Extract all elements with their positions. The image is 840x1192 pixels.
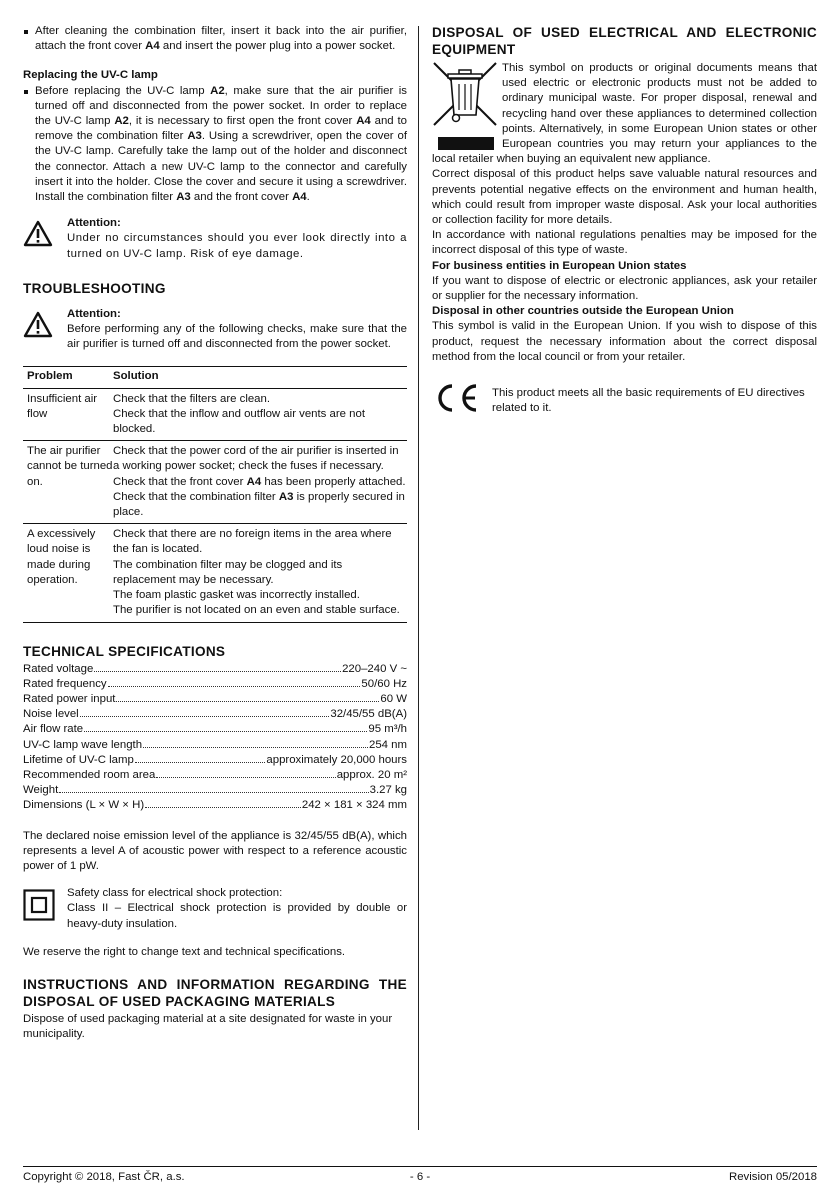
spec-row: Air flow rate 95 m³/h	[23, 723, 407, 736]
troubleshooting-table	[23, 366, 407, 622]
revision: Revision 05/2018	[728, 1171, 818, 1183]
disposal-heading: DISPOSAL OF USED ELECTRICAL AND ELECTRONIC EQUIPMENT	[432, 25, 817, 57]
ce-text: This product meets all the basic requirements of EU directives related to it.	[492, 387, 805, 415]
attention-text: Under no circumstances should you ever look directly into a turned on UV-C lamp. Risk of eye damage.	[67, 232, 407, 260]
attention-title: Attention:	[67, 307, 121, 320]
safety-class-line1: Safety class for electrical shock protection:	[67, 887, 283, 900]
attention-uvc	[23, 216, 407, 262]
table-row	[23, 441, 407, 524]
weee-text: This symbol on products or original documents means that used electric or electronic products must not be added to ordinary municipal waste. For proper disposal, renewal and recycling hand over these appliances to determined collection points. Alternatively, in some European Union states or other European countries you may return your appliances to the local retailer when buying an equivalent new appliance.	[432, 62, 817, 166]
safety-class-line2: Class II – Electrical shock protection is provided by double or heavy-duty insulation.	[67, 902, 407, 930]
page-footer	[23, 1166, 817, 1185]
page-number: - 6 -	[409, 1171, 431, 1183]
warning-icon	[23, 216, 67, 262]
uvc-bullet: Before replacing the UV-C lamp A2, make sure that the air purifier is turned off and disconnected from the power socket. In order to replace the UV-C lamp A2, it is necessary to first open the front cover A4 and to remove the combination filter A3. Using a screwdriver, open the cover of the UV-C lamp. Carefully take the lamp out of the holder and disconnect the connector. Attach a new UV-C lamp to the connector and carefully insert it into the holder. Close the cover and secure it using a screwdriver. Install the combination filter A3 and the front cover A4.	[23, 84, 407, 206]
copyright: Copyright © 2018, Fast ČR, a.s.	[23, 1171, 185, 1183]
penalties-text: In accordance with national regulations penalties may be imposed for the incorrect disposal of this type of waste.	[432, 229, 817, 257]
solution-cell	[113, 441, 407, 524]
solution-column-header: Solution	[113, 367, 407, 388]
attention-troubleshooting	[23, 307, 407, 353]
spec-row: Weight 3.27 kg	[23, 784, 407, 797]
left-column	[23, 24, 407, 1042]
right-column	[432, 24, 817, 418]
correct-disposal-text: Correct disposal of this product helps save valuable natural resources and prevents potential negative effects on the environment and human health, which could result from improper waste disposal. Ask your local authorities or collection facility for more details.	[432, 168, 817, 227]
attention-text: Before performing any of the following checks, make sure that the air purifier is turned off and disconnected from the power socket.	[67, 323, 407, 351]
weee-block	[432, 61, 817, 167]
solution-cell	[113, 524, 407, 622]
other-countries-heading: Disposal in other countries outside the European Union	[432, 305, 734, 318]
packaging-heading: INSTRUCTIONS AND INFORMATION REGARDING THE DISPOSAL OF USED PACKAGING MATERIALS	[23, 976, 407, 1009]
spec-row: Rated frequency 50/60 Hz	[23, 677, 407, 690]
cleaning-bullet: After cleaning the combination filter, insert it back into the air purifier, attach the front cover A4 and insert the power plug into a power socket.	[23, 24, 407, 54]
problem-cell: The air purifier cannot be turned on.	[23, 441, 113, 524]
column-divider	[418, 26, 419, 1130]
crossed-bin-icon	[432, 61, 500, 151]
solution-line: Check that the inflow and outflow air vents are not blocked.	[113, 407, 366, 436]
business-heading: For business entities in European Union states	[432, 259, 687, 272]
solution-line: Check that the filters are clean.	[113, 392, 271, 405]
specs-list	[23, 662, 407, 814]
problem-cell: A excessively loud noise is made during operation.	[23, 524, 113, 622]
solution-line: The purifier is not located on an even and stable surface.	[113, 604, 400, 617]
solution-line: Check that there are no foreign items in the area where the fan is located.	[113, 528, 392, 556]
solution-line: The combination filter may be clogged and its replacement may be necessary.	[113, 558, 343, 586]
ce-block	[432, 383, 817, 418]
solution-cell	[113, 388, 407, 441]
uvc-heading: Replacing the UV-C lamp	[23, 69, 158, 82]
noise-declaration: The declared noise emission level of the appliance is 32/45/55 dB(A), which represents a level A of acoustic power with respect to a reference acoustic power of 1 pW.	[23, 829, 407, 872]
spec-row: Rated voltage 220–240 V ~	[23, 662, 407, 675]
attention-title: Attention:	[67, 217, 121, 230]
problem-cell: Insufficient air flow	[23, 388, 113, 441]
spec-row: Rated power input 60 W	[23, 692, 407, 705]
problem-column-header: Problem	[23, 367, 113, 388]
class-ii-icon	[23, 886, 67, 932]
solution-line: Check that the front cover A4 has been properly attached.	[113, 475, 406, 488]
reserve-rights: We reserve the right to change text and technical specifications.	[23, 945, 346, 958]
table-header-row	[23, 367, 407, 388]
other-countries-text: This symbol is valid in the European Union. If you wish to dispose of this product, request the necessary information about the correct disposal method from the local council or from your retailer.	[432, 320, 817, 363]
solution-line: The foam plastic gasket was incorrectly installed.	[113, 589, 360, 602]
ce-mark-icon	[432, 383, 492, 418]
solution-line: Check that the power cord of the air purifier is inserted in a working power socket; check the fuses if necessary.	[113, 445, 399, 473]
solution-line: Check that the combination filter A3 is properly secured in place.	[113, 490, 405, 519]
table-row	[23, 388, 407, 441]
specs-heading: TECHNICAL SPECIFICATIONS	[23, 643, 226, 659]
spec-row: UV-C lamp wave length 254 nm	[23, 738, 407, 751]
spec-row: Recommended room area approx. 20 m²	[23, 768, 407, 781]
warning-icon	[23, 307, 67, 353]
troubleshooting-heading: TROUBLESHOOTING	[23, 280, 166, 296]
business-text: If you want to dispose of electric or electronic appliances, ask your retailer or supplier for the necessary information.	[432, 274, 817, 303]
packaging-text: Dispose of used packaging material at a site designated for waste in your municipality.	[23, 1012, 393, 1041]
spec-row: Lifetime of UV-C lamp approximately 20,000 hours	[23, 753, 407, 766]
safety-class	[23, 886, 407, 932]
spec-row: Dimensions (L × W × H) 242 × 181 × 324 mm	[23, 799, 407, 812]
spec-row: Noise level 32/45/55 dB(A)	[23, 708, 407, 721]
table-row	[23, 524, 407, 622]
